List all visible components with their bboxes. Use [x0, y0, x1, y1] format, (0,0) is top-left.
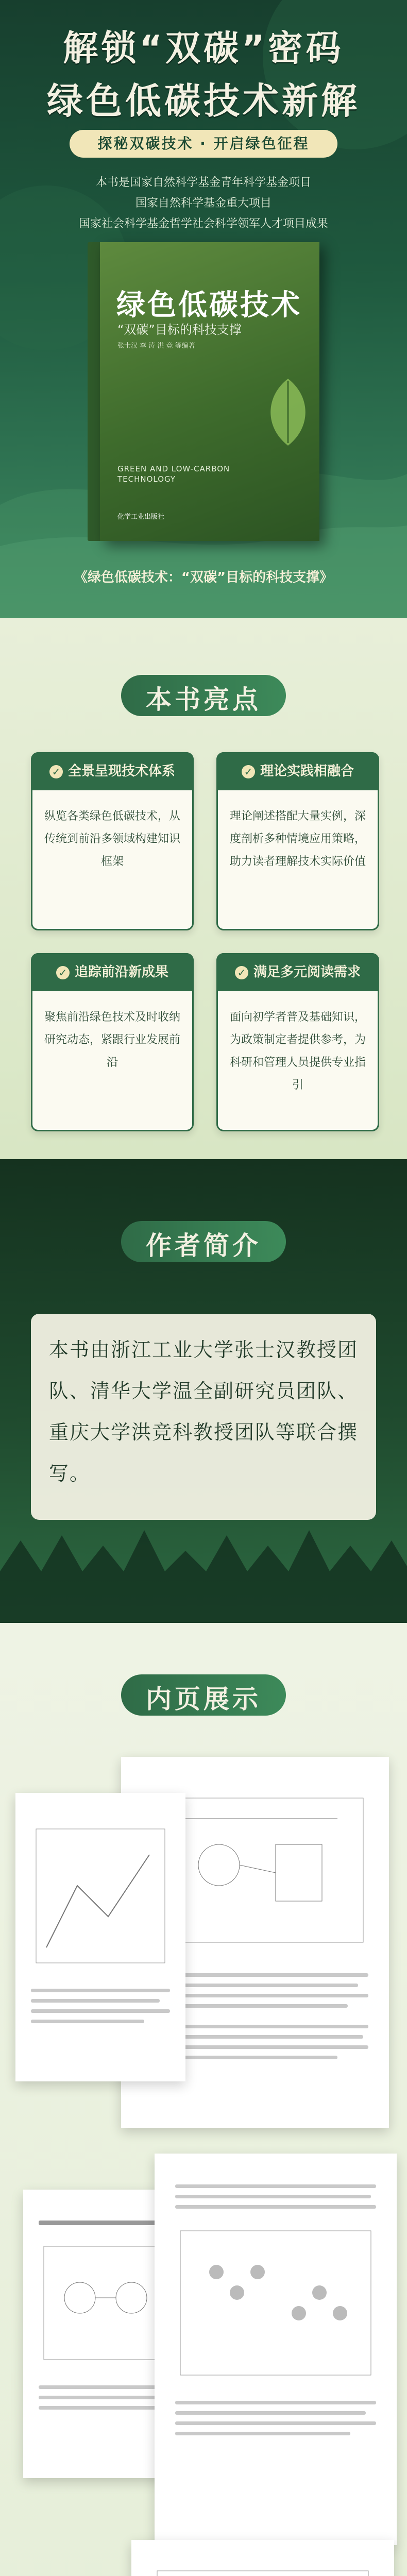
hero-title-line1: 解锁“双碳”密码 — [63, 28, 344, 69]
diagram-illustration — [175, 2226, 376, 2380]
check-icon: ✓ — [49, 765, 63, 778]
highlight-card — [216, 752, 379, 930]
funding-item: 国家自然科学基金重大项目 — [135, 197, 272, 210]
book-title: 绿色低碳技术 — [116, 289, 302, 322]
highlight-card-title: 全景呈现技术体系 — [67, 764, 175, 779]
sample-page — [15, 1793, 185, 2081]
diagram-illustration — [152, 2566, 374, 2576]
highlight-card — [31, 752, 194, 930]
check-icon: ✓ — [235, 966, 248, 979]
highlight-card-text: 聚焦前沿绿色技术及时收纳研究动态，紧跟行业发展前沿 — [44, 1011, 180, 1069]
sample-page — [131, 2540, 394, 2576]
author-section — [0, 1159, 407, 1623]
book-cover — [88, 242, 319, 541]
funding-item: 本书是国家自然科学基金青年科学基金项目 — [95, 176, 311, 189]
hero-title-line2: 绿色低碳技术新解 — [47, 80, 360, 122]
highlight-card-title: 追踪前沿新成果 — [74, 964, 168, 980]
sample-page — [155, 2154, 397, 2545]
funding-item: 国家社会科学基金哲学社会科学领军人才项目成果 — [78, 217, 328, 230]
book-english-title — [117, 464, 230, 484]
hero-tagline: 探秘双碳技术 · 开启绿色征程 — [70, 130, 337, 158]
author-title: 作者简介 — [146, 1231, 261, 1261]
highlight-card-text: 理论阐述搭配大量实例，深度剖析多种情境应用策略，助力读者理解技术实际价值 — [229, 810, 366, 868]
highlight-card-title: 理论实践相融合 — [260, 764, 354, 779]
highlights-section — [0, 618, 407, 1159]
check-icon: ✓ — [242, 765, 255, 778]
book-english-line: TECHNOLOGY — [117, 474, 176, 484]
highlights-title: 本书亮点 — [146, 685, 261, 715]
pages-section — [0, 1623, 407, 2576]
highlight-card-title: 满足多元阅读需求 — [253, 964, 361, 980]
forest-illustration — [0, 1510, 407, 1623]
funding-list — [0, 173, 407, 234]
author-text: 本书由浙江工业大学张士汉教授团队、清华大学温全副研究员团队、重庆大学洪竞科教授团队等联合撰写。 — [49, 1338, 359, 1485]
highlight-card-text: 面向初学者普及基础知识，为政策制定者提供参考，为科研和管理人员提供专业指引 — [229, 1011, 366, 1092]
leaf-icon — [260, 376, 316, 448]
highlight-card-text: 纵览各类绿色低碳技术，从传统到前沿多领域构建知识框架 — [44, 810, 180, 868]
book-publisher: 化学工业出版社 — [117, 513, 165, 521]
highlight-card — [216, 953, 379, 1131]
book-authors: 张士汉 李 涛 洪 竞 等编著 — [117, 342, 195, 350]
hero-section — [0, 0, 407, 618]
diagram-illustration — [31, 1824, 170, 1968]
highlight-card — [31, 953, 194, 1131]
book-english-line: GREEN AND LOW-CARBON — [117, 464, 230, 473]
pages-title: 内页展示 — [146, 1684, 261, 1714]
book-full-title: 《绿色低碳技术：“双碳”目标的科技支撑》 — [74, 570, 333, 585]
book-subtitle: “双碳”目标的科技支撑 — [117, 323, 242, 337]
check-icon: ✓ — [56, 966, 70, 979]
